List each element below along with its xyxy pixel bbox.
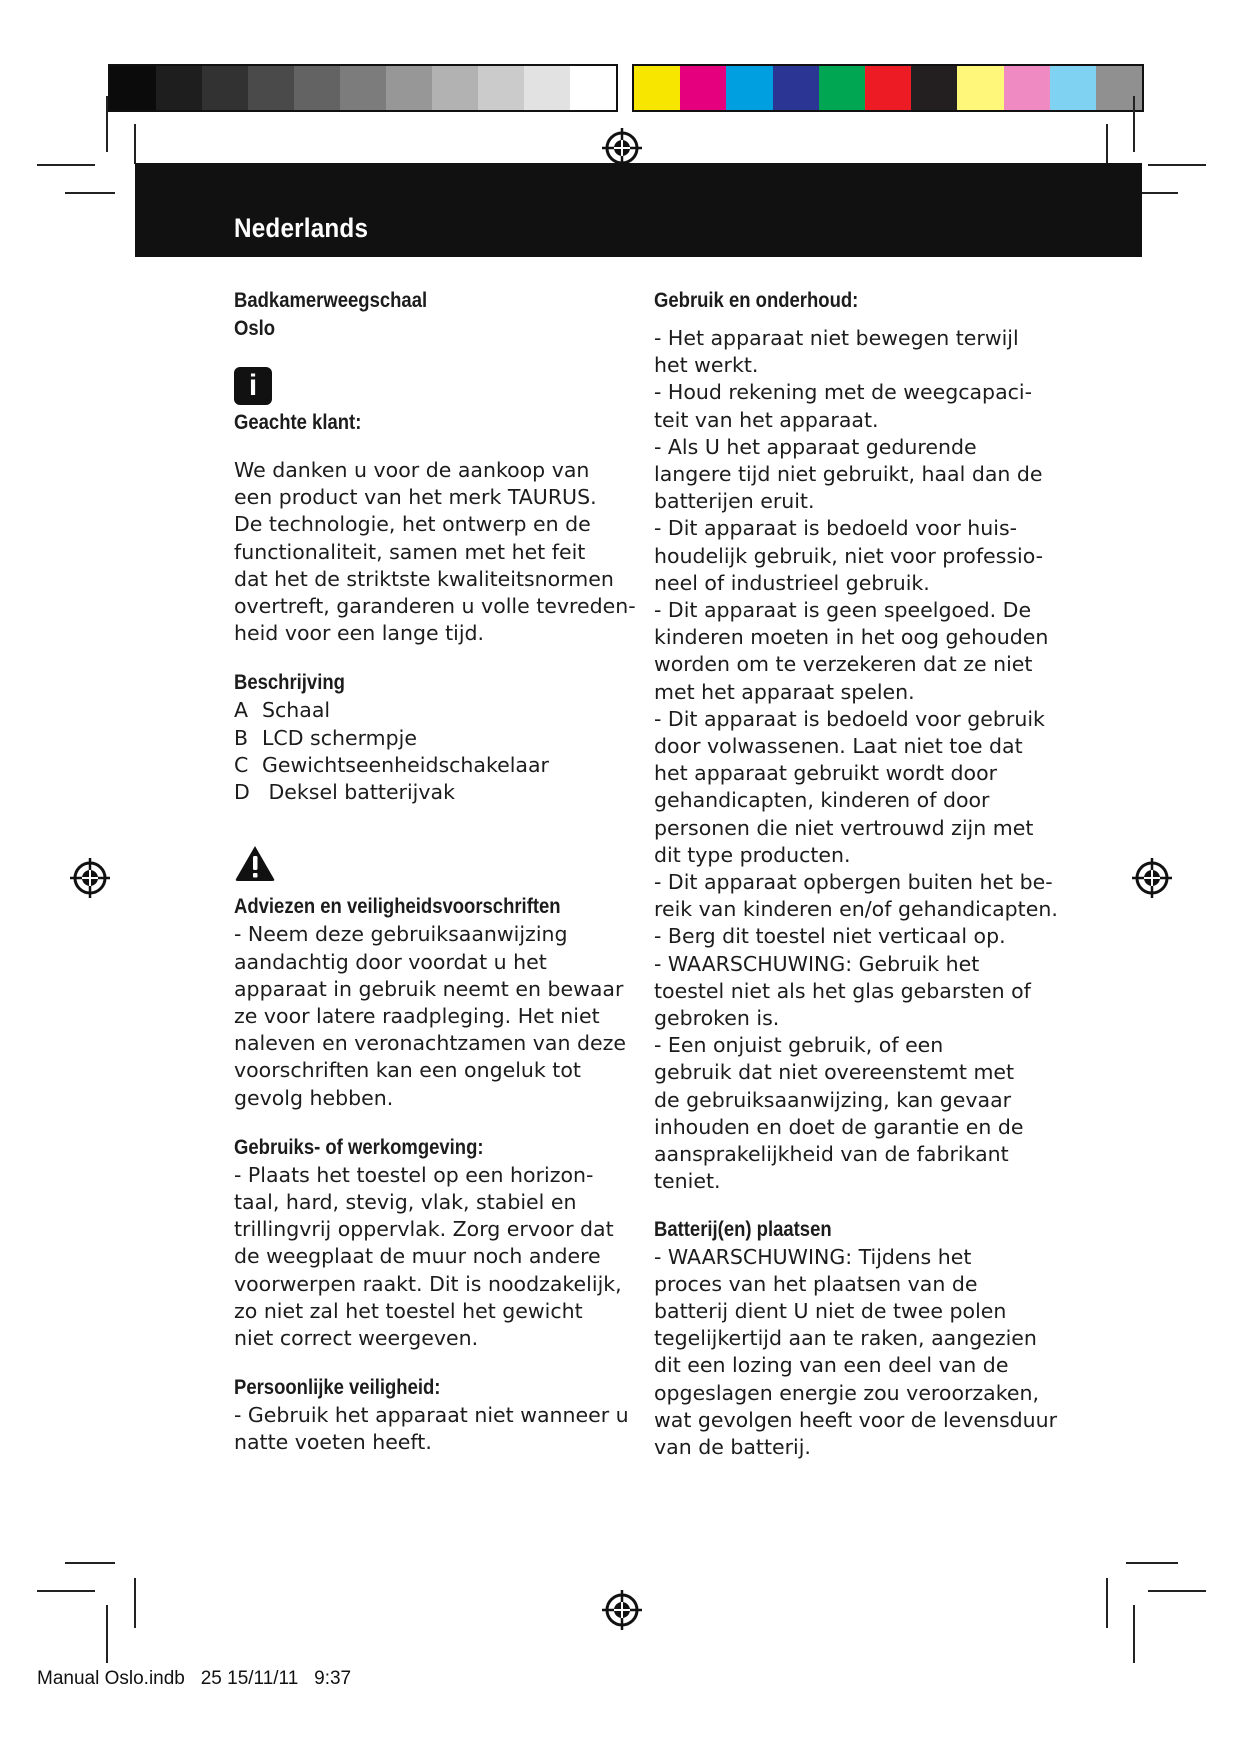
text-line: trillingvrij oppervlak. Zorg ervoor dat: [234, 1217, 614, 1242]
text-line: - Dit apparaat is geen speelgoed. De: [654, 598, 1032, 623]
description-heading: Beschrijving: [234, 671, 345, 695]
color-swatch: [432, 66, 478, 110]
crop-mark: [106, 1605, 108, 1663]
greeting-paragraph: [234, 457, 636, 647]
text-line: personen die niet vertrouwd zijn met: [654, 815, 1034, 840]
color-swatch: [680, 66, 726, 110]
crop-mark: [106, 96, 108, 152]
text-line: door volwassenen. Laat niet toe dat: [654, 734, 1023, 759]
text-line: worden om te verzekeren dat ze niet: [654, 652, 1033, 677]
description-list: [234, 697, 629, 806]
description-item: [234, 779, 629, 806]
slug-time: 9:37: [314, 1668, 352, 1689]
color-swatch: [1004, 66, 1050, 110]
text-line: ze voor latere raadpleging. Het niet: [234, 1004, 600, 1029]
text-line: dat het de striktste kwaliteitsnormen: [234, 566, 614, 591]
text-line: niet correct weergeven.: [234, 1326, 479, 1351]
battery-heading: Batterij(en) plaatsen: [654, 1217, 832, 1241]
description-label: Schaal: [262, 698, 331, 723]
text-line: tegelijkertijd aan te raken, aangezien: [654, 1326, 1037, 1351]
language-title: Nederlands: [234, 213, 369, 243]
color-swatch: [1050, 66, 1096, 110]
crop-mark: [1148, 1590, 1206, 1592]
text-line: teit van het apparaat.: [654, 407, 879, 432]
color-swatch: [478, 66, 524, 110]
description-letter: A: [234, 698, 249, 723]
crop-mark: [134, 124, 136, 164]
text-line: inhouden en doet de garantie en de: [654, 1114, 1024, 1139]
color-swatch: [294, 66, 340, 110]
text-line: de weegplaat de muur noch andere: [234, 1244, 601, 1269]
text-line: de gebruiksaanwijzing, kan gevaar: [654, 1087, 1012, 1112]
product-name: Badkamerweegschaal: [234, 289, 428, 312]
text-line: functionaliteit, samen met het feit: [234, 539, 586, 564]
description-label: Deksel batterijvak: [262, 780, 455, 805]
crop-mark: [134, 1578, 136, 1628]
text-line: dit type producten.: [654, 842, 851, 867]
crop-mark: [65, 1562, 115, 1564]
crop-mark: [1106, 1578, 1108, 1628]
text-line: proces van het plaatsen van de: [654, 1271, 978, 1296]
safety-heading: Adviezen en veiligheidsvoorschriften: [234, 895, 561, 919]
text-line: taal, hard, stevig, vlak, stabiel en: [234, 1190, 577, 1215]
process-color-bar: [632, 64, 1144, 112]
color-swatch: [911, 66, 957, 110]
text-line: We danken u voor de aankoop van: [234, 458, 590, 482]
description-letter: C: [234, 752, 249, 777]
color-swatch: [248, 66, 294, 110]
text-line: aansprakelijkheid van de fabrikant: [654, 1142, 1009, 1167]
text-line: voorschriften kan een ongeluk tot: [234, 1058, 581, 1083]
text-line: - Berg dit toestel niet verticaal op.: [654, 924, 1006, 949]
description-label: Gewichtseenheidschakelaar: [262, 752, 549, 777]
description-label: LCD schermpje: [262, 725, 417, 750]
text-line: neel of industrieel gebruik.: [654, 570, 930, 595]
description-item: [234, 725, 629, 752]
text-line: houdelijk gebruik, niet voor professio-: [654, 543, 1044, 568]
use-maintenance-paragraph: [654, 325, 1059, 1196]
registration-mark-icon: [600, 1588, 644, 1632]
personal-safety-paragraph: [234, 1402, 629, 1456]
text-line: aandachtig door voordat u het: [234, 949, 547, 974]
description-letter: D: [234, 780, 250, 805]
crop-mark: [1133, 96, 1135, 152]
text-line: overtreft, garanderen u volle tevreden-: [234, 594, 636, 619]
text-line: opgeslagen energie zou veroorzaken,: [654, 1380, 1040, 1405]
text-line: - Neem deze gebruiksaanwijzing: [234, 922, 568, 947]
text-line: reik van kinderen en/of gehandicapten.: [654, 897, 1058, 922]
text-line: heid voor een lange tijd.: [234, 621, 485, 646]
color-swatch: [570, 66, 616, 110]
color-swatch: [202, 66, 248, 110]
color-swatch: [865, 66, 911, 110]
text-line: toestel niet als het glas gebarsten of: [654, 978, 1031, 1003]
crop-mark: [37, 1590, 95, 1592]
color-swatch: [156, 66, 202, 110]
color-swatch: [819, 66, 865, 110]
safety-paragraph: [234, 921, 629, 1111]
description-item: [234, 697, 629, 724]
environment-paragraph: [234, 1162, 629, 1352]
color-swatch: [634, 66, 680, 110]
text-line: gehandicapten, kinderen of door: [654, 788, 990, 813]
text-line: gebruik dat niet overeenstemt met: [654, 1060, 1015, 1085]
text-line: - WAARSCHUWING: Gebruik het: [654, 951, 980, 976]
text-line: langere tijd niet gebruikt, haal dan de: [654, 462, 1043, 487]
slug-date: 15/11/11: [227, 1668, 299, 1689]
text-line: het apparaat gebruikt wordt door: [654, 761, 998, 786]
registration-mark-icon: [1130, 856, 1174, 900]
text-line: gebroken is.: [654, 1006, 780, 1031]
text-line: teniet.: [654, 1169, 721, 1194]
text-line: gevolg hebben.: [234, 1085, 394, 1110]
description-item: [234, 752, 629, 779]
text-line: naleven en veronachtzamen van deze: [234, 1031, 626, 1056]
text-line: een product van het merk TAURUS.: [234, 485, 597, 510]
text-line: kinderen moeten in het oog gehouden: [654, 625, 1049, 650]
color-swatch: [386, 66, 432, 110]
text-line: dit een lozing van een deel van de: [654, 1353, 1009, 1378]
text-line: - Als U het apparaat gedurende: [654, 434, 977, 459]
text-line: - Plaats het toestel op een horizon-: [234, 1162, 594, 1187]
product-model: Oslo: [234, 317, 276, 340]
text-line: batterijen eruit.: [654, 489, 815, 514]
text-line: wat gevolgen heeft voor de levensduur: [654, 1407, 1058, 1432]
info-icon: i: [234, 367, 272, 405]
text-line: - Gebruik het apparaat niet wanneer u: [234, 1403, 629, 1428]
grayscale-color-bar: [108, 64, 618, 112]
color-swatch: [1096, 66, 1142, 110]
use-maintenance-heading: Gebruik en onderhoud:: [654, 289, 859, 312]
crop-mark: [1126, 1562, 1178, 1564]
color-swatch: [957, 66, 1003, 110]
registration-mark-icon: [68, 856, 112, 900]
color-swatch: [773, 66, 819, 110]
color-swatch: [726, 66, 772, 110]
text-line: - Dit apparaat is bedoeld voor gebruik: [654, 706, 1045, 731]
text-line: het werkt.: [654, 353, 759, 378]
text-line: De technologie, het ontwerp en de: [234, 512, 591, 537]
environment-heading: Gebruiks- of werkomgeving:: [234, 1135, 484, 1159]
right-column: [654, 287, 1059, 1461]
left-column: [234, 287, 636, 1457]
text-line: voorwerpen raakt. Dit is noodzakelijk,: [234, 1271, 622, 1296]
color-swatch: [110, 66, 156, 110]
text-line: - Het apparaat niet bewegen terwijl: [654, 326, 1019, 350]
text-line: - Dit apparaat opbergen buiten het be-: [654, 870, 1053, 895]
text-line: - Houd rekening met de weegcapaci-: [654, 380, 1032, 405]
slug-page: 25: [200, 1668, 222, 1689]
battery-paragraph: [654, 1244, 1059, 1462]
text-line: zo niet zal het toestel het gewicht: [234, 1298, 583, 1323]
crop-mark: [1148, 164, 1206, 166]
text-line: met het apparaat spelen.: [654, 679, 915, 704]
text-line: - Een onjuist gebruik, of een: [654, 1033, 944, 1058]
text-line: - WAARSCHUWING: Tijdens het: [654, 1244, 972, 1269]
text-line: - Dit apparaat is bedoeld voor huis-: [654, 516, 1018, 541]
print-slug: [37, 1668, 351, 1690]
text-line: van de batterij.: [654, 1434, 811, 1459]
personal-safety-heading: Persoonlijke veiligheid:: [234, 1376, 441, 1400]
description-letter: B: [234, 725, 249, 750]
crop-mark: [1133, 1605, 1135, 1663]
color-swatch: [524, 66, 570, 110]
language-header-band: [135, 163, 1142, 257]
greeting-heading: Geachte klant:: [234, 411, 362, 434]
crop-mark: [65, 192, 115, 194]
warning-icon: [234, 844, 276, 882]
text-line: batterij dient U niet de twee polen: [654, 1298, 1007, 1323]
crop-mark: [37, 164, 95, 166]
slug-filename: Manual Oslo.indb: [37, 1668, 185, 1689]
text-line: natte voeten heeft.: [234, 1430, 432, 1455]
color-swatch: [340, 66, 386, 110]
text-line: apparaat in gebruik neemt en bewaar: [234, 976, 624, 1001]
